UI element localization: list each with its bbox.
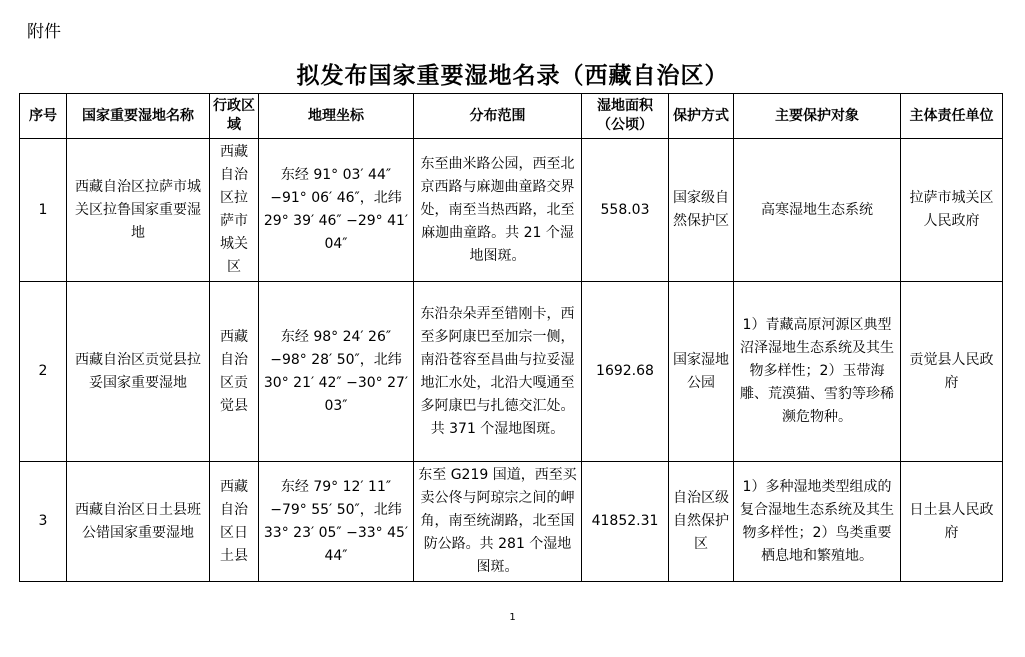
cell-unit: 日土县人民政府 <box>901 462 1003 582</box>
cell-no: 3 <box>20 462 67 582</box>
cell-name: 西藏自治区贡觉县拉妥国家重要湿地 <box>67 282 210 462</box>
table-row <box>20 139 1003 282</box>
cell-coords: 东经 98° 24′ 26″ −98° 28′ 50″，北纬 30° 21′ 42″ −30° 27′ 03″ <box>259 282 414 462</box>
cell-no: 2 <box>20 282 67 462</box>
table-header-row <box>20 94 1003 139</box>
column-header-targets: 主要保护对象 <box>734 94 901 139</box>
cell-unit: 贡觉县人民政府 <box>901 282 1003 462</box>
cell-region: 西藏自治区日土县 <box>210 462 259 582</box>
column-header-protection: 保护方式 <box>669 94 734 139</box>
column-header-name: 国家重要湿地名称 <box>67 94 210 139</box>
cell-coords: 东经 91° 03′ 44″ −91° 06′ 46″，北纬 29° 39′ 46″ −29° 41′ 04″ <box>259 139 414 282</box>
column-header-region: 行政区域 <box>210 94 259 139</box>
cell-region: 西藏自治区贡觉县 <box>210 282 259 462</box>
cell-area: 41852.31 <box>582 462 669 582</box>
table-row <box>20 282 1003 462</box>
cell-range: 东至 G219 国道，西至买卖公佟与阿琼宗之间的岬角，南至统湖路，北至国防公路。共 281 个湿地图斑。 <box>414 462 582 582</box>
wetland-list-table <box>19 93 1003 582</box>
column-header-unit: 主体责任单位 <box>901 94 1003 139</box>
cell-targets: 高寒湿地生态系统 <box>734 139 901 282</box>
cell-targets: 1）多种湿地类型组成的复合湿地生态系统及其生物多样性；2）鸟类重要栖息地和繁殖地。 <box>734 462 901 582</box>
cell-coords: 东经 79° 12′ 11″ −79° 55′ 50″，北纬 33° 23′ 05″ −33° 45′ 44″ <box>259 462 414 582</box>
cell-protection: 国家级自然保护区 <box>669 139 734 282</box>
attachment-label: 附件 <box>27 22 61 42</box>
cell-targets: 1）青藏高原河源区典型沼泽湿地生态系统及其生物多样性；2）玉带海雕、荒漠猫、雪豹等珍稀濒危物种。 <box>734 282 901 462</box>
page-number: 1 <box>509 612 516 623</box>
table-row <box>20 462 1003 582</box>
cell-protection: 自治区级自然保护区 <box>669 462 734 582</box>
cell-area: 1692.68 <box>582 282 669 462</box>
column-header-no: 序号 <box>20 94 67 139</box>
cell-range: 东至曲米路公园，西至北京西路与麻迦曲童路交界处，南至当热西路，北至麻迦曲童路。共 21 个湿地图斑。 <box>414 139 582 282</box>
column-header-area: 湿地面积（公顷） <box>582 94 669 139</box>
cell-unit: 拉萨市城关区人民政府 <box>901 139 1003 282</box>
cell-protection: 国家湿地公园 <box>669 282 734 462</box>
cell-area: 558.03 <box>582 139 669 282</box>
cell-region: 西藏自治区拉萨市城关区 <box>210 139 259 282</box>
column-header-coords: 地理坐标 <box>259 94 414 139</box>
column-header-range: 分布范围 <box>414 94 582 139</box>
cell-no: 1 <box>20 139 67 282</box>
cell-range: 东沿杂朵弄至错刚卡，西至多阿康巴至加宗一侧，南沿苍容至昌曲与拉妥湿地汇水处，北沿大嘎通至多阿康巴与扎德交汇处。共 371 个湿地图斑。 <box>414 282 582 462</box>
cell-name: 西藏自治区拉萨市城关区拉鲁国家重要湿地 <box>67 139 210 282</box>
document-title: 拟发布国家重要湿地名录（西藏自治区） <box>296 63 729 89</box>
cell-name: 西藏自治区日土县班公错国家重要湿地 <box>67 462 210 582</box>
